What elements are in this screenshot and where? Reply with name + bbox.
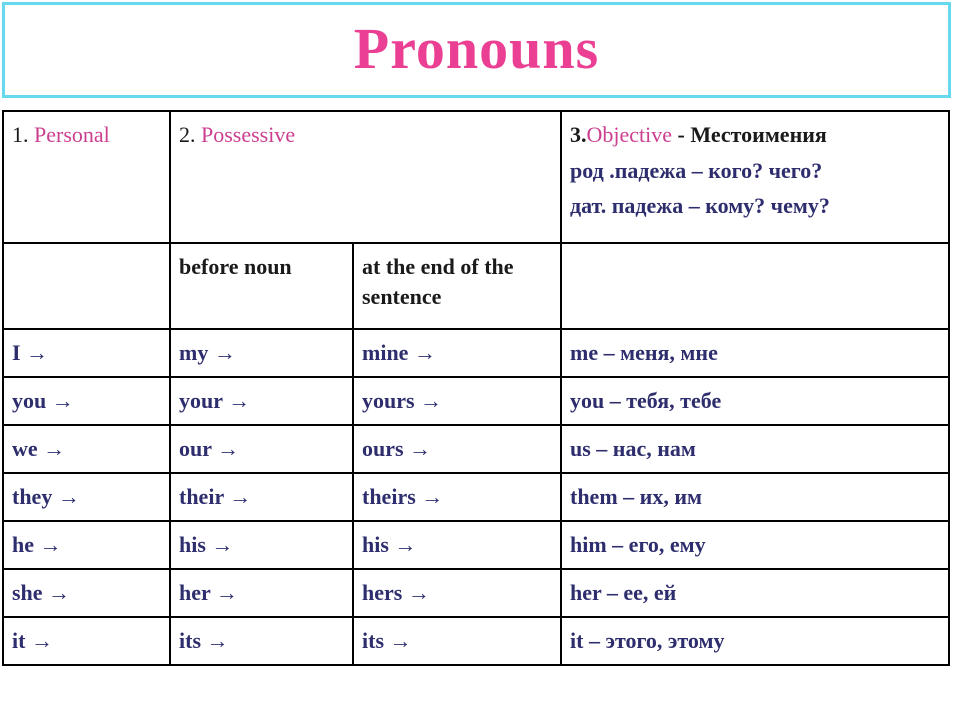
- pronouns-table: [2, 110, 950, 666]
- cell-personal: she →: [3, 569, 170, 617]
- cell-end-of-sentence: his →: [353, 521, 561, 569]
- cell-objective: it – этого, этому: [561, 617, 949, 665]
- cell-before-noun: my →: [170, 329, 353, 377]
- cell-personal: we →: [3, 425, 170, 473]
- cell-before-noun: their →: [170, 473, 353, 521]
- cell-personal: they →: [3, 473, 170, 521]
- table-row: [3, 617, 949, 665]
- table-row: [3, 329, 949, 377]
- header-objective-label: Objective: [586, 122, 673, 147]
- cell-before-noun: our →: [170, 425, 353, 473]
- header-row: [3, 111, 949, 243]
- cell-before-noun: her →: [170, 569, 353, 617]
- subheader-end-of-sentence: at the end of the sentence: [353, 243, 561, 329]
- subheader-before-noun: before noun: [170, 243, 353, 329]
- cell-end-of-sentence: theirs →: [353, 473, 561, 521]
- cell-personal: it →: [3, 617, 170, 665]
- header-objective-line3: дат. падежа – кому? чему?: [570, 193, 830, 219]
- cell-objective: me – меня, мне: [561, 329, 949, 377]
- header-objective-number: 3.: [570, 122, 587, 147]
- cell-personal: you →: [3, 377, 170, 425]
- cell-objective: you – тебя, тебе: [561, 377, 949, 425]
- cell-before-noun: his →: [170, 521, 353, 569]
- cell-objective: him – его, ему: [561, 521, 949, 569]
- cell-personal: I →: [3, 329, 170, 377]
- cell-before-noun: your →: [170, 377, 353, 425]
- subheader-row: [3, 243, 949, 329]
- header-possessive-label: Possessive: [201, 122, 296, 147]
- table-row: [3, 521, 949, 569]
- header-objective-line1: [570, 120, 943, 150]
- header-personal-number: 1.: [12, 122, 29, 147]
- title-box: [2, 2, 951, 98]
- subheader-empty-left: [3, 243, 170, 329]
- cell-personal: he →: [3, 521, 170, 569]
- table-row: [3, 569, 949, 617]
- header-personal-label: Personal: [34, 122, 110, 147]
- slide-title: Pronouns: [353, 15, 600, 81]
- header-possessive: [170, 111, 561, 243]
- header-objective-line2: род .падежа – кого? чего?: [570, 157, 823, 183]
- header-personal: [3, 111, 170, 243]
- cell-end-of-sentence: mine →: [353, 329, 561, 377]
- table-row: [3, 473, 949, 521]
- table-row: [3, 425, 949, 473]
- header-possessive-number: 2.: [179, 122, 196, 147]
- cell-end-of-sentence: its →: [353, 617, 561, 665]
- header-objective: [561, 111, 949, 243]
- cell-objective: her – ее, ей: [561, 569, 949, 617]
- cell-end-of-sentence: ours →: [353, 425, 561, 473]
- cell-before-noun: its →: [170, 617, 353, 665]
- cell-end-of-sentence: yours →: [353, 377, 561, 425]
- header-objective-rest: - Местоимения: [677, 122, 827, 147]
- cell-objective: us – нас, нам: [561, 425, 949, 473]
- table-row: [3, 377, 949, 425]
- subheader-empty-right: [561, 243, 949, 329]
- cell-objective: them – их, им: [561, 473, 949, 521]
- cell-end-of-sentence: hers →: [353, 569, 561, 617]
